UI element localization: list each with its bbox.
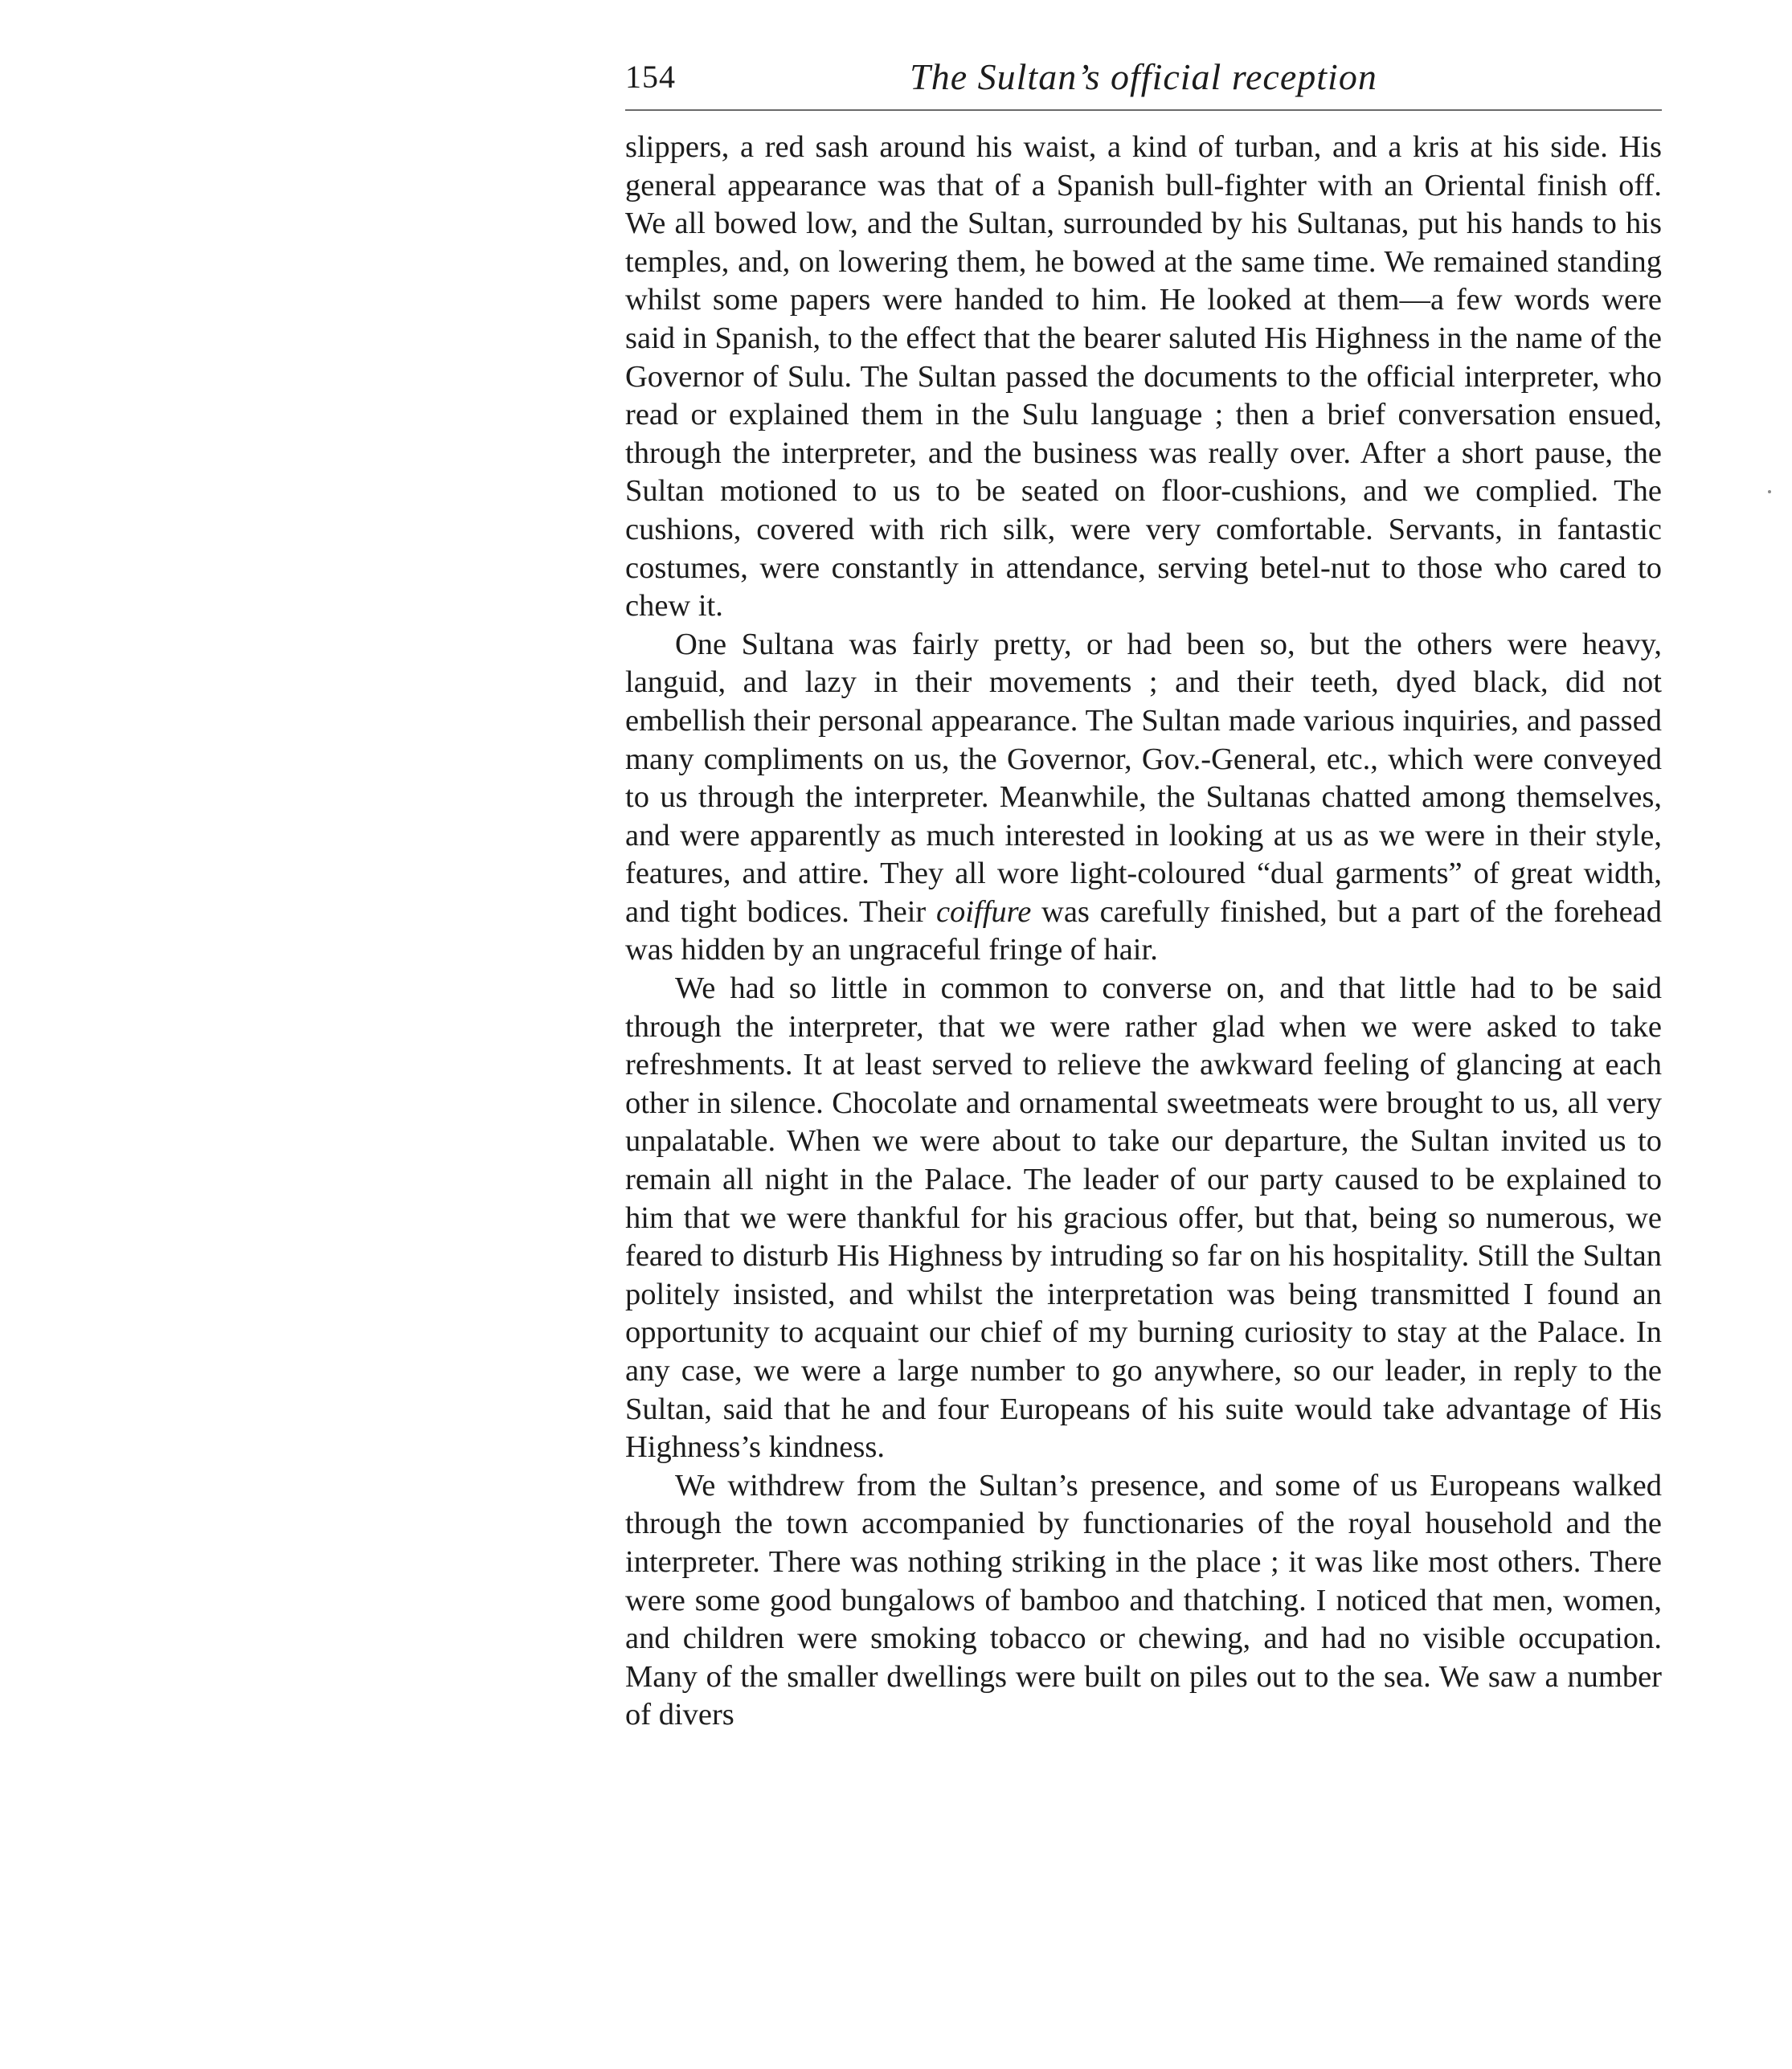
running-title: The Sultan’s official reception bbox=[910, 56, 1377, 97]
running-head bbox=[625, 55, 1662, 103]
paragraph-2-text-start: One Sultana was fairly pretty, or had been so, but the others were heavy, languid, and lazy in their movements ; and their teeth, dyed black, did not embellish their personal appearance. The Sultan made various inquiries, and passed many compliments on us, the Governor, Gov.-General, etc., which were conveyed to us through the interpreter. Meanwhile, the Sultanas chatted among themselves, and were apparently as much interested in looking at us as we were in their style, features, and attire. They all wore light-coloured “dual garments” of great width, and tight bodices. Their bbox=[625, 627, 1662, 929]
paragraph-1-text: slippers, a red sash around his waist, a kind of turban, and a kris at his side. His general appearance was that of a Spanish bull-fighter with an Oriental finish off. We all bowed low, and the Sultan, surrounded by his Sultanas, put his hands to his temples, and, on lowering them, he bowed at the same time. We remained standing whilst some papers were handed to him. He looked at them—a few words were said in Spanish, to the effect that the bearer saluted His Highness in the name of the Governor of Sulu. The Sultan passed the documents to the official interpreter, who read or explained them in the Sulu language ; then a brief conversation ensued, through the interpreter, and the business was really over. After a short pause, the Sultan motioned to us to be seated on floor-cushions, and we complied. The cushions, covered with rich silk, were very comfortable. Servants, in fantastic costumes, were constantly in attendance, serving betel-nut to those who cared to chew it. bbox=[625, 130, 1662, 624]
margin-speck bbox=[1768, 490, 1771, 493]
italic-word-coiffure: coiffure bbox=[935, 894, 1032, 929]
paragraph-4-text: We withdrew from the Sultan’s presence, and some of us Europeans walked through the town accompanied by functionaries of the royal household and the interpreter. There was nothing striking in the place ; it was like most others. There were some good bungalows of bamboo and thatching. I noticed that men, women, and children were smoking tobacco or chewing, and had no visible occupation. Many of the smaller dwellings were built on piles out to the sea. We saw a number of divers bbox=[625, 1468, 1662, 1732]
header-rule bbox=[625, 109, 1662, 111]
body-text bbox=[625, 129, 1662, 1735]
paragraph-4 bbox=[625, 1467, 1662, 1735]
paragraph-3 bbox=[625, 970, 1662, 1467]
paragraph-1 bbox=[625, 129, 1662, 626]
page-number: 154 bbox=[625, 59, 676, 95]
paragraph-3-text: We had so little in common to converse on, and that little had to be said through the interpreter, that we were rather glad when we were asked to take refreshments. It at least served to relieve the awkward feeling of glancing at each other in silence. Chocolate and ornamental sweetmeats were brought to us, all very unpalatable. When we were about to take our departure, the Sultan invited us to remain all night in the Palace. The leader of our party caused to be explained to him that we were thankful for his gracious offer, but that, being so numerous, we feared to disturb His Highness by intruding so far on his hospitality. Still the Sultan politely insisted, and whilst the interpretation was being transmitted I found an opportunity to acquaint our chief of my burning curiosity to stay at the Palace. In any case, we were a large number to go anywhere, so our leader, in reply to the Sultan, said that he and four Europeans of his suite would take advantage of His Highness’s kindness. bbox=[625, 971, 1662, 1465]
paragraph-2-text-end: was carefully finished, but a part of the forehead was hidden by an ungraceful fringe of hair. bbox=[625, 894, 1662, 967]
paragraph-2 bbox=[625, 626, 1662, 970]
